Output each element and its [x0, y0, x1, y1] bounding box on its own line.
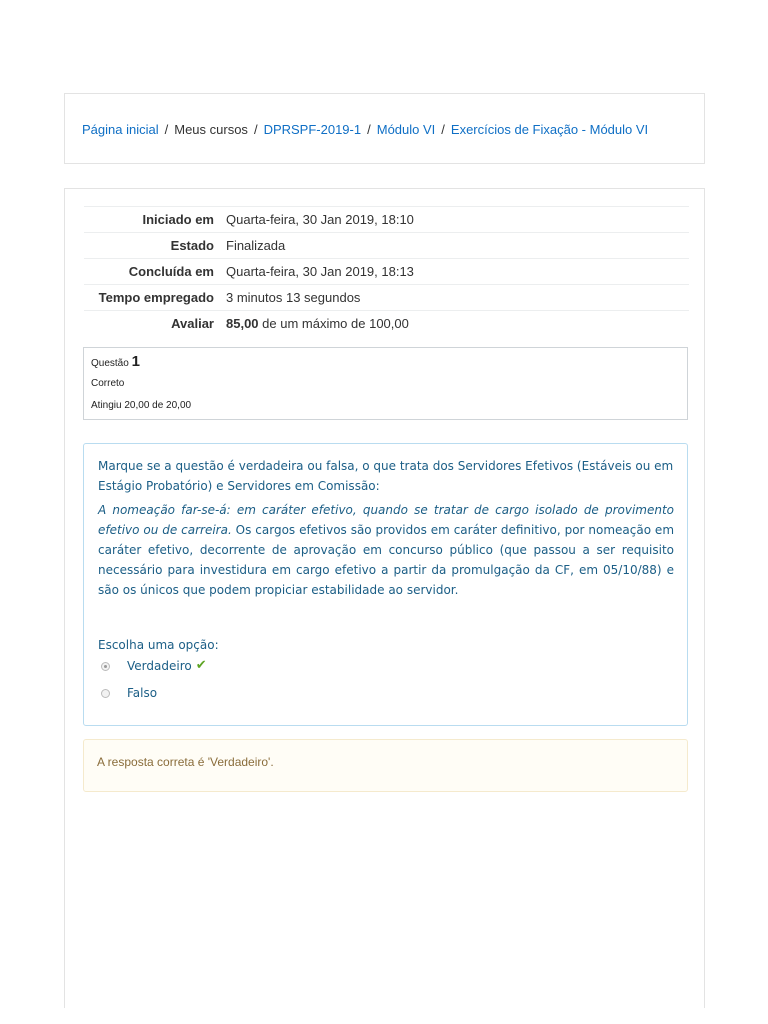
option-falso[interactable]: [101, 683, 157, 703]
breadcrumb-module-link[interactable]: Módulo VI: [376, 122, 436, 137]
breadcrumb-home-link[interactable]: Página inicial: [82, 122, 159, 137]
summary-label: Tempo empregado: [98, 290, 214, 305]
grade-score: 85,00: [226, 316, 259, 331]
breadcrumb-my-courses: Meus cursos: [174, 122, 248, 137]
summary-label: Iniciado em: [142, 212, 214, 227]
breadcrumb: [82, 122, 648, 137]
question-text-rest: Os cargos efetivos são providos em caráter definitivo, por nomeação em caráter efetivo, decorrente de aprovação em concurso público (que passou a ser requisito necessário para investidura em cargo efetivo a partir da promulgação da CF, em 05/10/88) e são os únicos que podem propiciar estabilidade ao servidor.: [98, 523, 675, 597]
correct-answer-feedback: [83, 739, 688, 792]
attempt-summary-table: [84, 206, 689, 336]
quiz-review-region: [64, 188, 705, 1008]
summary-label: Concluída em: [128, 264, 214, 279]
question-text-intro: Marque se a questão é verdadeira ou falsa, o que trata dos Servidores Efetivos (Estáveis ou em Estágio Probatório) e Servidores em Comissão:: [98, 459, 674, 493]
feedback-text: A resposta correta é 'Verdadeiro'.: [97, 755, 274, 769]
question-label: Questão: [91, 358, 129, 369]
summary-label: Avaliar: [171, 316, 214, 331]
summary-row-grade: [84, 311, 689, 337]
question-text-italic: A nomeação far-se-á: em caráter efetivo, quando se tratar de cargo isolado de provimento efetivo ou de carreira.: [98, 503, 674, 537]
question-info-box: [83, 347, 688, 420]
summary-row-completed: [84, 259, 689, 285]
option-label[interactable]: Falso: [127, 686, 158, 700]
summary-row-state: [84, 233, 689, 259]
option-verdadeiro[interactable]: [101, 656, 207, 676]
question-state: Correto: [91, 378, 125, 389]
breadcrumb-container: [64, 93, 705, 164]
breadcrumb-separator: /: [441, 122, 445, 137]
radio-button-selected[interactable]: [101, 662, 110, 671]
summary-value: Quarta-feira, 30 Jan 2019, 18:10: [226, 212, 414, 227]
breadcrumb-separator: /: [253, 122, 258, 137]
check-icon: ✔: [195, 658, 207, 673]
grade-max: de um máximo de 100,00: [258, 316, 409, 331]
summary-row-started: [84, 207, 689, 233]
option-label[interactable]: Verdadeiro: [127, 659, 192, 673]
summary-value: Quarta-feira, 30 Jan 2019, 18:13: [226, 264, 414, 279]
question-number: [91, 353, 140, 370]
breadcrumb-separator: /: [367, 122, 371, 137]
question-grade: Atingiu 20,00 de 20,00: [91, 400, 192, 411]
breadcrumb-course-link[interactable]: DPRSPF-2019-1: [263, 122, 362, 137]
question-content-box: [83, 443, 688, 726]
summary-value: 3 minutos 13 segundos: [226, 290, 361, 305]
breadcrumb-quiz-link[interactable]: Exercícios de Fixação - Módulo VI: [450, 122, 649, 137]
radio-button[interactable]: [101, 689, 110, 698]
summary-value: Finalizada: [226, 238, 286, 253]
summary-value: [221, 311, 689, 337]
breadcrumb-separator: /: [164, 122, 169, 137]
summary-row-time-taken: [84, 285, 689, 311]
question-text-body: [98, 500, 674, 600]
question-number-value: 1: [131, 353, 140, 370]
answer-prompt: Escolha uma opção:: [98, 638, 219, 652]
summary-label: Estado: [170, 238, 214, 253]
